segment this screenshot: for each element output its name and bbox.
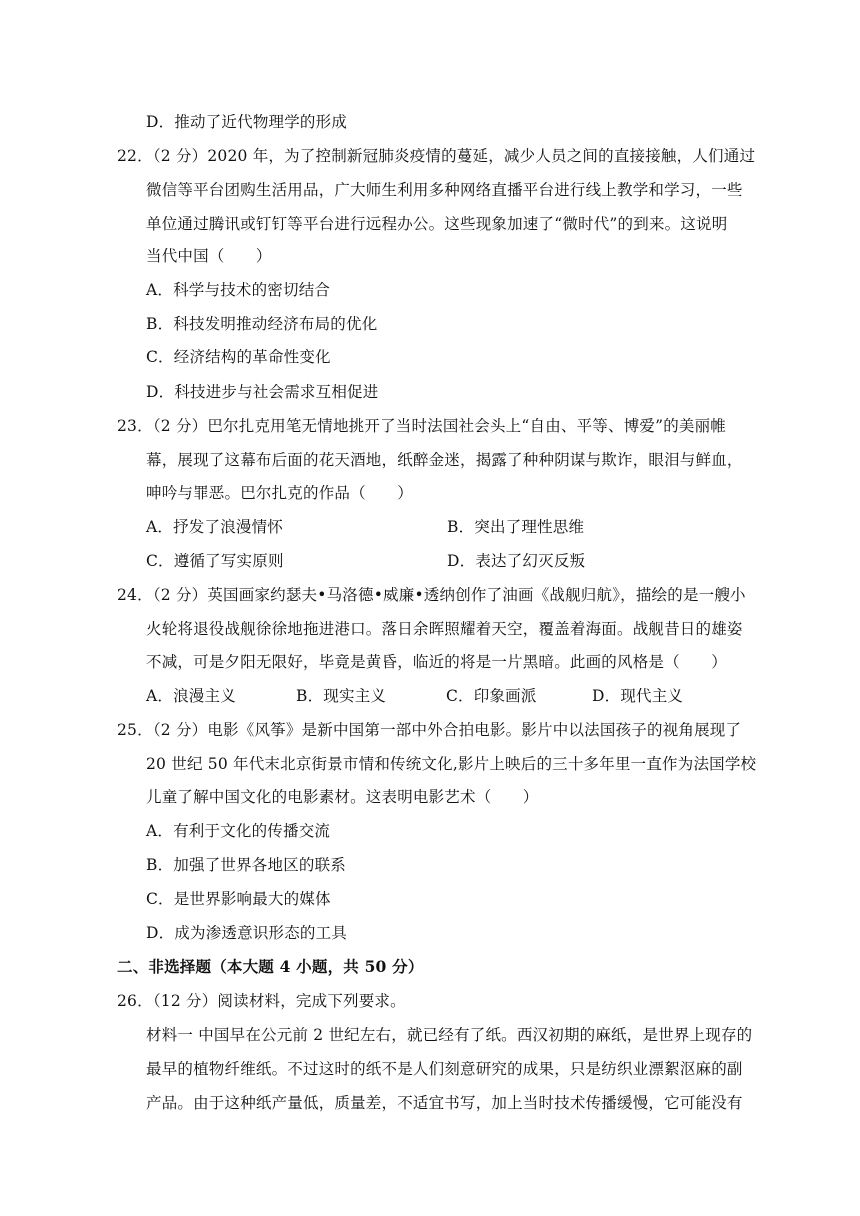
q24-stem-line-3: 不减，可是夕阳无限好，毕竟是黄昏，临近的将是一片黑暗。此画的风格是（ ） xyxy=(146,653,727,671)
q26-material-line-1: 材料一 中国早在公元前 2 世纪左右，就已经有了纸。西汉初期的麻纸，是世界上现存的 xyxy=(146,1026,753,1044)
q25-stem-line-3: 儿童了解中国文化的电影素材。这表明电影艺术（ ） xyxy=(146,788,539,806)
section-2-heading: 二、非选择题（本大题 4 小题，共 50 分） xyxy=(117,957,424,976)
q26-material-line-2: 最早的植物纤维纸。不过这时的纸不是人们刻意研究的成果，只是纺织业漂絮沤麻的副 xyxy=(146,1060,743,1078)
q23-option-d: D．表达了幻灭反叛 xyxy=(447,552,586,570)
q22-option-d: D．科技进步与社会需求互相促进 xyxy=(146,383,379,401)
q23-stem-line-3: 呻吟与罪恶。巴尔扎克的作品（ ） xyxy=(146,484,413,502)
q24-option-b: B．现实主义 xyxy=(296,687,387,705)
q21-option-d: D．推动了近代物理学的形成 xyxy=(146,113,348,131)
q25-option-b: B．加强了世界各地区的联系 xyxy=(146,856,346,874)
q25-stem-line-1: 25．（2 分）电影《风筝》是新中国第一部中外合拍电影。影片中以法国孩子的视角展现了 xyxy=(117,721,742,739)
q25-option-d: D．成为渗透意识形态的工具 xyxy=(146,924,348,942)
q22-option-c: C．经济结构的革命性变化 xyxy=(146,348,331,366)
q24-option-d: D．现代主义 xyxy=(592,687,684,705)
q25-option-c: C．是世界影响最大的媒体 xyxy=(146,890,331,908)
q25-option-a: A．有利于文化的传播交流 xyxy=(146,822,331,840)
q24-option-a: A．浪漫主义 xyxy=(146,687,236,705)
q22-stem-line-1: 22．（2 分）2020 年，为了控制新冠肺炎疫情的蔓延，减少人员之间的直接接触，人们通过 xyxy=(117,147,756,165)
q24-option-c: C．印象画派 xyxy=(446,687,537,705)
q23-stem-line-1: 23．（2 分）巴尔扎克用笔无情地挑开了当时法国社会头上“自由、平等、博爱”的美丽帷 xyxy=(117,417,727,435)
q22-stem-line-3: 单位通过腾讯或钉钉等平台进行远程办公。这些现象加速了“微时代”的到来。这说明 xyxy=(146,215,728,233)
q23-option-b: B．突出了理性思维 xyxy=(447,518,585,536)
q26-material-line-3: 产品。由于这种纸产量低，质量差，不适宜书写，加上当时技术传播缓慢，它可能没有 xyxy=(146,1094,743,1112)
q23-option-a: A．抒发了浪漫情怀 xyxy=(146,518,283,536)
q22-stem-line-4: 当代中国（ ） xyxy=(146,247,272,265)
q22-option-a: A．科学与技术的密切结合 xyxy=(146,281,331,299)
q22-option-b: B．科技发明推动经济布局的优化 xyxy=(146,315,378,333)
q23-option-c: C．遵循了写实原则 xyxy=(146,552,284,570)
q24-stem-line-2: 火轮将退役战舰徐徐地拖进港口。落日余晖照耀着天空，覆盖着海面。战舰昔日的雄姿 xyxy=(146,620,743,638)
q26-stem: 26．（12 分）阅读材料，完成下列要求。 xyxy=(117,992,406,1010)
q23-stem-line-2: 幕，展现了这幕布后面的花天酒地，纸醉金迷，揭露了种种阴谋与欺诈，眼泪与鲜血， xyxy=(146,451,743,469)
q25-stem-line-2: 20 世纪 50 年代末北京街景市情和传统文化,影片上映后的三十多年里一直作为法国学校 xyxy=(146,755,757,773)
q24-stem-line-1: 24．（2 分）英国画家约瑟夫•马洛德•威廉•透纳创作了油画《战舰归航》，描绘的是一艘小 xyxy=(117,586,746,604)
q22-stem-line-2: 微信等平台团购生活用品，广大师生利用多种网络直播平台进行线上教学和学习，一些 xyxy=(146,181,743,199)
